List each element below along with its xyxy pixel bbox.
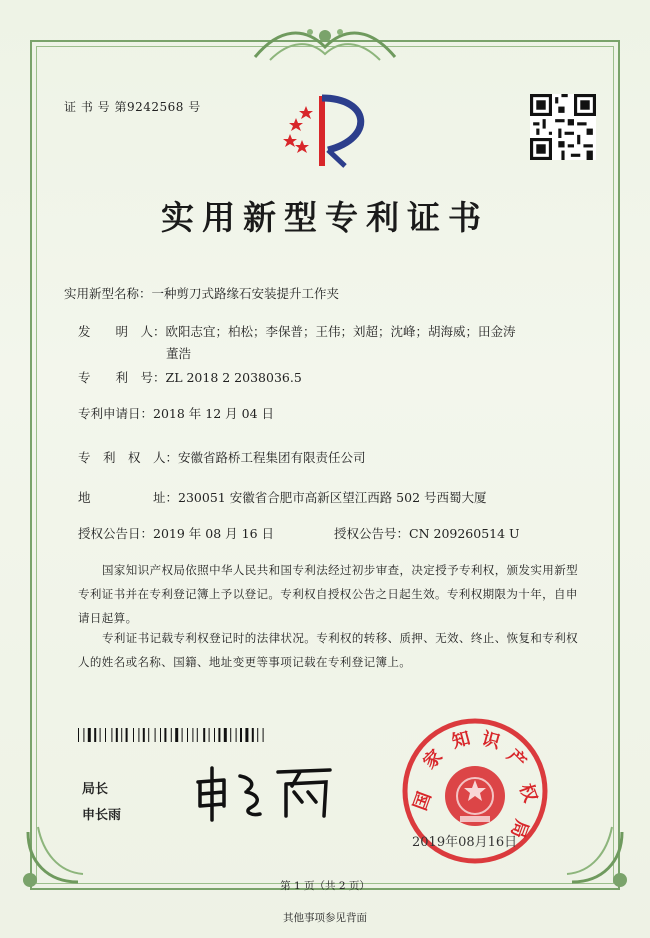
handwritten-signature bbox=[190, 762, 340, 822]
inventor-value-line1: 欧阳志宜；柏松；李保普；王伟；刘超；沈峰；胡海威；田金涛 bbox=[165, 324, 516, 339]
grant-number-label: 授权公告号： bbox=[334, 526, 410, 541]
grant-number-value: CN 209260514 U bbox=[409, 526, 520, 541]
body-paragraph-2: 专利证书记载专利权登记时的法律状况。专利权的转移、质押、无效、终止、恢复和专利权人的姓名或名称、国籍、地址变更等事项记载在专利登记簿上。 bbox=[78, 631, 578, 669]
qr-code bbox=[530, 94, 596, 160]
inventor-value-line2: 董浩 bbox=[166, 346, 192, 361]
patentee-label: 专 利 权 人： bbox=[78, 450, 179, 465]
filing-date-value: 2018 年 12 月 04 日 bbox=[153, 406, 275, 421]
grant-date-label: 授权公告日： bbox=[78, 526, 154, 541]
address-label: 地 址： bbox=[78, 490, 179, 505]
patentee-row bbox=[78, 448, 366, 466]
patentee-value: 安徽省路桥工程集团有限责任公司 bbox=[178, 450, 366, 465]
inventor-row bbox=[78, 322, 516, 340]
cnipa-logo bbox=[280, 88, 380, 172]
certificate-number: 证 书 号 第9242568 号 bbox=[64, 100, 201, 114]
filing-date-label: 专利申请日： bbox=[78, 406, 154, 421]
director-title: 局长 bbox=[82, 782, 109, 797]
inventor-label: 发 明 人： bbox=[78, 324, 166, 339]
body-paragraph-1: 国家知识产权局依照中华人民共和国专利法经过初步审查，决定授予专利权，颁发实用新型专利证书并在专利登记簿上予以登记。专利权自授权公告之日起生效。专利权期限为十年，自申请日起算。 bbox=[78, 563, 578, 625]
seal-date: 2019年08月16日 bbox=[412, 835, 518, 850]
svg-text:国: 国 bbox=[409, 789, 436, 814]
svg-text:产: 产 bbox=[502, 745, 531, 773]
grant-date-row bbox=[78, 524, 274, 542]
utility-model-name-value: 一种剪刀式路缘石安装提升工作夹 bbox=[151, 286, 340, 301]
svg-text:权: 权 bbox=[514, 781, 541, 806]
page-number: 第 1 页（共 2 页） bbox=[280, 880, 370, 892]
barcode bbox=[78, 728, 328, 742]
patent-number-value: ZL 2018 2 2038036.5 bbox=[165, 370, 302, 385]
svg-text:识: 识 bbox=[479, 728, 503, 754]
patent-number-label: 专 利 号： bbox=[78, 370, 166, 385]
grant-date-value: 2019 年 08 月 16 日 bbox=[153, 526, 275, 541]
certificate-title: 实用新型专利证书 bbox=[161, 198, 489, 237]
utility-model-name-label: 实用新型名称： bbox=[64, 286, 152, 301]
utility-model-name-row bbox=[64, 284, 339, 302]
filing-date-row bbox=[78, 404, 274, 422]
grant-number-row bbox=[334, 524, 520, 542]
svg-text:局: 局 bbox=[506, 816, 533, 841]
director-name: 申长雨 bbox=[82, 808, 122, 823]
footer-note: 其他事项参见背面 bbox=[283, 912, 367, 924]
top-ornament bbox=[250, 22, 400, 67]
patent-number-row bbox=[78, 368, 302, 386]
address-value: 230051 安徽省合肥市高新区望江西路 502 号西蜀大厦 bbox=[178, 490, 487, 505]
address-row bbox=[78, 488, 487, 506]
svg-text:家: 家 bbox=[419, 745, 447, 774]
svg-text:知: 知 bbox=[449, 727, 473, 753]
